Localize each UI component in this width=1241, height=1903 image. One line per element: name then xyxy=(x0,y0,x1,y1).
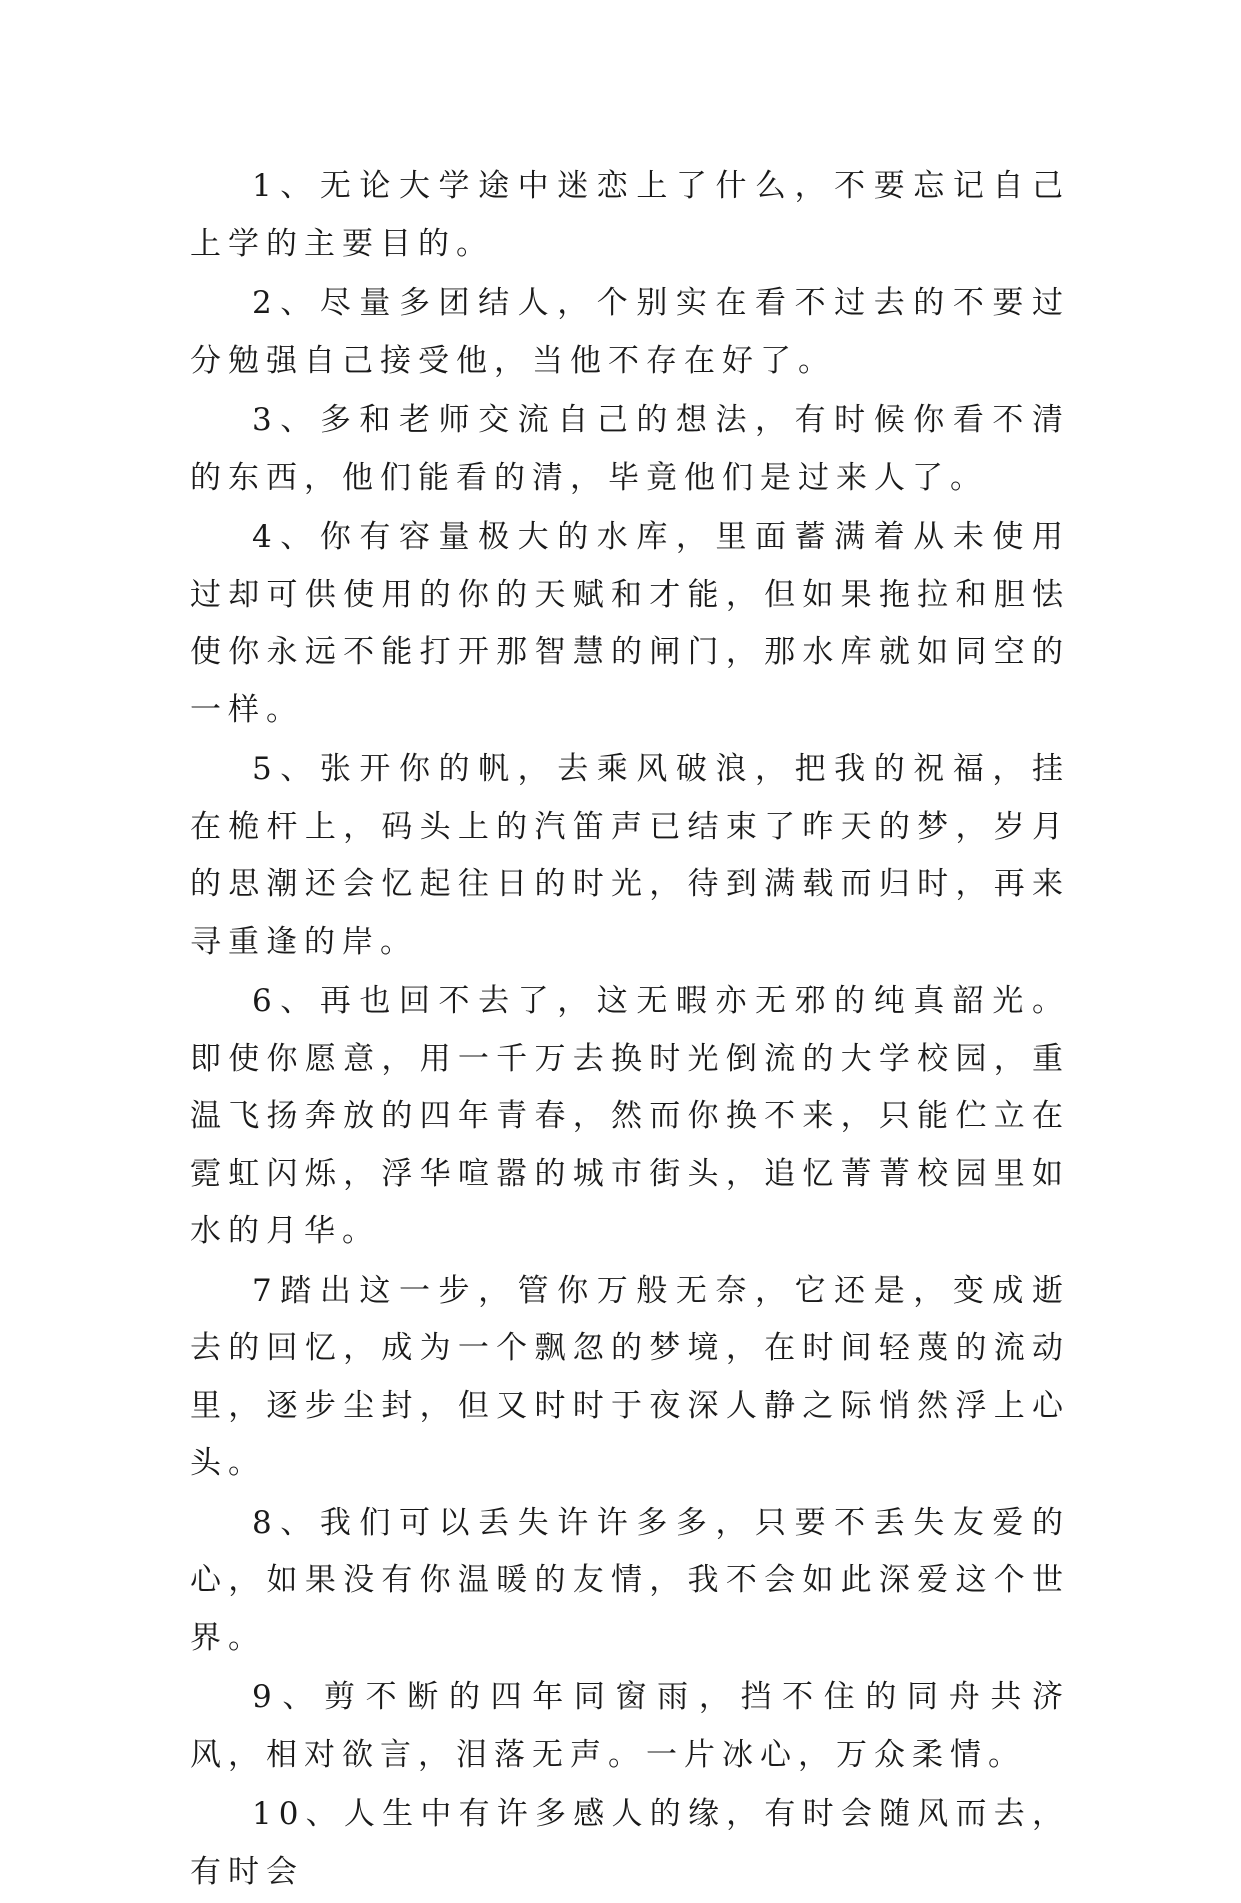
paragraph-2: 2、尽量多团结人，个别实在看不过去的不要过分勉强自己接受他，当他不存在好了。 xyxy=(190,285,1070,379)
paragraph-7: 7踏出这一步，管你万般无奈，它还是，变成逝去的回忆，成为一个飘忽的梦境，在时间轻蔑的流动里，逐步尘封，但又时时于夜深人静之际悄然浮上心头。 xyxy=(190,1272,1070,1481)
paragraph-4: 4、你有容量极大的水库，里面蓄满着从未使用过却可供使用的你的天赋和才能，但如果拖拉和胆怯使你永远不能打开那智慧的闸门，那水库就如同空的一样。 xyxy=(190,519,1070,728)
document-body xyxy=(190,158,1070,1903)
paragraph-3: 3、多和老师交流自己的想法，有时候你看不清的东西，他们能看的清，毕竟他们是过来人了。 xyxy=(190,402,1070,496)
paragraph-6: 6、再也回不去了，这无暇亦无邪的纯真韶光。即使你愿意，用一千万去换时光倒流的大学校园，重温飞扬奔放的四年青春，然而你换不来，只能伫立在霓虹闪烁，浮华喧嚣的城市街头，追忆菁菁校园里如水的月华。 xyxy=(190,983,1070,1249)
paragraph-1: 1、无论大学途中迷恋上了什么，不要忘记自己上学的主要目的。 xyxy=(190,168,1070,262)
paragraph-9: 9、剪不断的四年同窗雨，挡不住的同舟共济风，相对欲言，泪落无声。一片冰心，万众柔情。 xyxy=(190,1679,1070,1773)
paragraph-8: 8、我们可以丢失许许多多，只要不丢失友爱的心，如果没有你温暖的友情，我不会如此深爱这个世界。 xyxy=(190,1504,1070,1656)
paragraph-5: 5、张开你的帆，去乘风破浪，把我的祝福，挂在桅杆上，码头上的汽笛声已结束了昨天的梦，岁月的思潮还会忆起往日的时光，待到满载而归时，再来寻重逢的岸。 xyxy=(190,751,1070,960)
paragraph-10: 10、人生中有许多感人的缘，有时会随风而去，有时会 xyxy=(190,1796,1070,1890)
